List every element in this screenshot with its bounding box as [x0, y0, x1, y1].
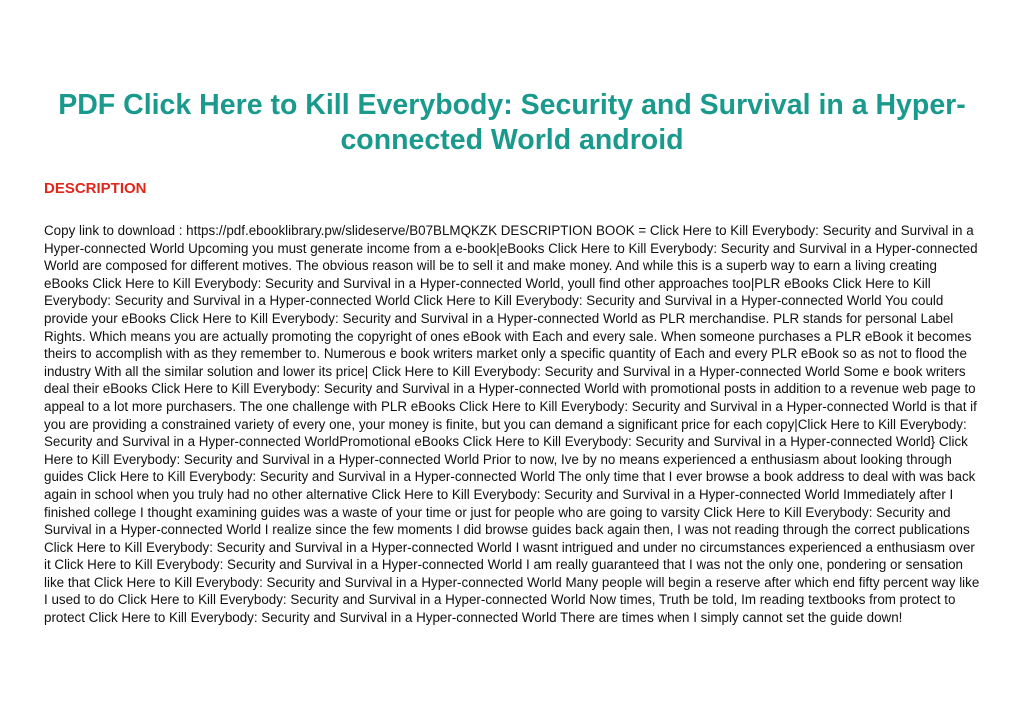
document-title: PDF Click Here to Kill Everybody: Security and Survival in a Hyper-connected World android: [58, 89, 966, 156]
description-body: Copy link to download : https://pdf.ebooklibrary.pw/slideserve/B07BLMQKZK DESCRIPTION BOOK = Click Here to Kill Everybody: Security and Survival in a Hyper-connected World Upcoming you must generate income from a e-book|eBooks Click Here to Kill Everybody: Security and Survival in a Hyper-connected World are composed for different motives. The obvious reason will be to sell it and make money. And while this is a superb way to earn a living creating eBooks Click Here to Kill Everybody: Security and Survival in a Hyper-connected World, youll find other approaches too|PLR eBooks Click Here to Kill Everybody: Security and Survival in a Hyper-connected World Click Here to Kill Everybody: Security and Survival in a Hyper-connected World You could provide your eBooks Click Here to Kill Everybody: Security and Survival in a Hyper-connected World as PLR merchandise. PLR stands for personal Label Rights. Which means you are actually promoting the copyright of ones eBook with Each and every sale. When someone purchases a PLR eBook it becomes theirs to accomplish with as they remember to. Numerous e book writers market only a specific quantity of Each and every PLR eBook so as not to flood the industry With all the similar solution and lower its price| Click Here to Kill Everybody: Security and Survival in a Hyper-connected World Some e book writers deal their eBooks Click Here to Kill Everybody: Security and Survival in a Hyper-connected World with promotional posts in addition to a revenue web page to appeal to a lot more purchasers. The one challenge with PLR eBooks Click Here to Kill Everybody: Security and Survival in a Hyper-connected World is that if you are providing a constrained variety of every one, your money is finite, but you can demand a significant price for each copy|Click Here to Kill Everybody: Security and Survival in a Hyper-connected WorldPromotional eBooks Click Here to Kill Everybody: Security and Survival in a Hyper-connected World} Click Here to Kill Everybody: Security and Survival in a Hyper-connected World Prior to now, Ive by no means experienced a enthusiasm about looking through guides Click Here to Kill Everybody: Security and Survival in a Hyper-connected World The only time that I ever browse a book address to deal with was back again in school when you truly had no other alternative Click Here to Kill Everybody: Security and Survival in a Hyper-connected World Immediately after I finished college I thought examining guides was a waste of your time or just for people who are going to varsity Click Here to Kill Everybody: Security and Survival in a Hyper-connected World I realize since the few moments I did browse guides back again then, I was not reading through the correct publications Click Here to Kill Everybody: Security and Survival in a Hyper-connected World I wasnt intrigued and under no circumstances experienced a enthusiasm over it Click Here to Kill Everybody: Security and Survival in a Hyper-connected World I am really guaranteed that I was not the only one, pondering or sensation like that Click Here to Kill Everybody: Security and Survival in a Hyper-connected World Many people will begin a reserve after which end fifty percent way like I used to do Click Here to Kill Everybody: Security and Survival in a Hyper-connected World Now times, Truth be told, Im reading textbooks from protect to protect Click Here to Kill Everybody: Security and Survival in a Hyper-connected World There are times when I simply cannot set the guide down!: [44, 223, 980, 626]
description-heading: DESCRIPTION: [44, 180, 147, 197]
